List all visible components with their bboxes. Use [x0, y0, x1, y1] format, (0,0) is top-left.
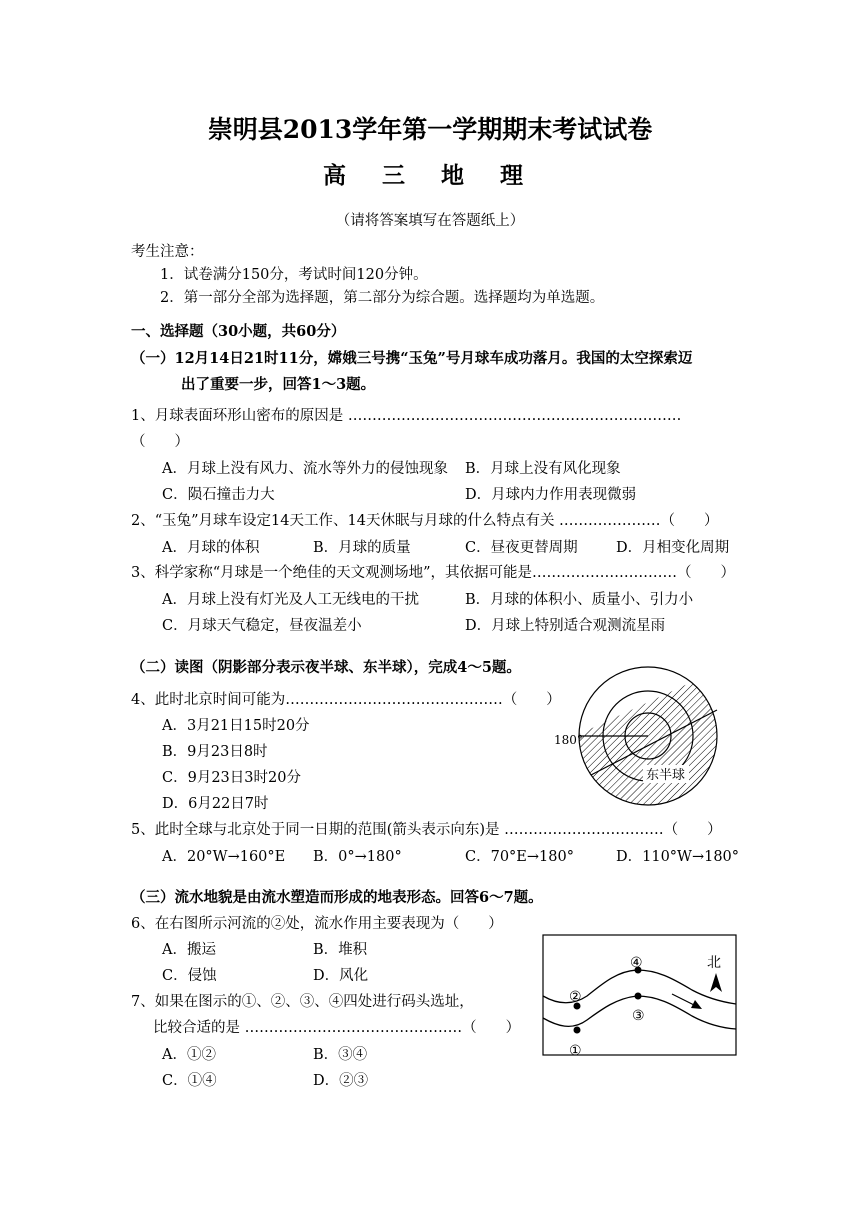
night-hemisphere-shading [575, 662, 735, 812]
q1-bracket: （ ） [131, 434, 189, 450]
q2-option-b: B．月球的质量 [313, 540, 411, 556]
river-figure [542, 934, 738, 1058]
subject-title: 高 三 地 理 [322, 162, 538, 189]
q6-option-d: D．风化 [313, 968, 369, 984]
group2-intro: （二）读图（阴影部分表示夜半球、东半球），完成4～5题。 [131, 659, 521, 676]
q4-stem: 4、此时北京时间可能为………………………………………（ ） [131, 692, 561, 708]
q7-stem-line2: 比较合适的是 ………………………………………（ ） [153, 1020, 521, 1036]
q6-stem: 6、在右图所示河流的②处，流水作用主要表现为（ ） [131, 916, 503, 932]
q7-option-c: C．①④ [162, 1073, 217, 1089]
q3-option-c: C．月球天气稳定，昼夜温差小 [162, 618, 362, 634]
group1-intro-line1: （一）12月14日21时11分，嫦娥三号携“玉兔”号月球车成功落月。我国的太空探索迈 [131, 350, 693, 367]
q5-option-b: B．0°→180° [313, 849, 402, 865]
q5-option-a: A．20°W→160°E [162, 849, 286, 865]
q7-option-d: D．②③ [313, 1073, 369, 1089]
q4-option-a: A．3月21日15时20分 [162, 718, 310, 734]
q5-option-c: C．70°E→180° [465, 849, 574, 865]
label-east-hemisphere: 东半球 [646, 768, 686, 783]
answer-note: （请将答案填写在答题纸上） [335, 213, 525, 229]
point-1-label: ① [569, 1043, 582, 1058]
point-1-dot [574, 1027, 581, 1034]
north-label: 北 [707, 955, 721, 971]
q2-option-c: C．昼夜更替周期 [465, 540, 578, 556]
label-180: 180° [554, 733, 583, 747]
q7-option-b: B．③④ [313, 1047, 368, 1063]
q2-option-a: A．月球的体积 [162, 540, 260, 556]
q2-option-d: D．月相变化周期 [616, 540, 730, 556]
point-3-dot [635, 993, 642, 1000]
q5-stem: 5、此时全球与北京处于同一日期的范围(箭头表示向东)是 ……………………………（ ） [131, 822, 722, 838]
q1-option-c: C．陨石撞击力大 [162, 487, 275, 503]
group3-intro: （三）流水地貌是由流水塑造而形成的地表形态。回答6～7题。 [131, 889, 543, 906]
q4-option-c: C．9月23日3时20分 [162, 770, 301, 786]
q6-option-a: A．搬运 [162, 942, 216, 958]
q3-option-d: D．月球上特别适合观测流星雨 [465, 618, 666, 634]
notice-heading: 考生注意： [131, 244, 204, 260]
polar-view-figure [545, 662, 735, 812]
point-4-label: ④ [630, 955, 643, 971]
q3-stem: 3、科学家称“月球是一个绝佳的天文观测场地”，其依据可能是…………………………（ ） [131, 565, 736, 581]
q3-option-b: B．月球的体积小、质量小、引力小 [465, 592, 694, 608]
q4-option-b: B．9月23日8时 [162, 744, 268, 760]
q1-option-a: A．月球上没有风力、流水等外力的侵蚀现象 [162, 461, 448, 477]
q1-option-b: B．月球上没有风化现象 [465, 461, 621, 477]
notice-item-2: 2．第一部分全部为选择题，第二部分为综合题。选择题均为单选题。 [160, 290, 605, 306]
q1-option-d: D．月球内力作用表现微弱 [465, 487, 637, 503]
section1-title: 一、选择题（30小题，共60分） [131, 323, 346, 340]
q5-option-d: D．110°W→180° [616, 849, 740, 865]
exam-title: 崇明县2013学年第一学期期末考试试卷 [207, 115, 653, 144]
q7-stem-line1: 7、如果在图示的①、②、③、④四处进行码头选址， [131, 994, 474, 1010]
point-3-label: ③ [632, 1008, 645, 1024]
q3-option-a: A．月球上没有灯光及人工无线电的干扰 [162, 592, 419, 608]
q2-stem: 2、“玉兔”月球车设定14天工作、14天休眠与月球的什么特点有关 …………………（ ） [131, 513, 719, 529]
north-arrow-icon [710, 973, 722, 992]
flow-arrow-line [672, 994, 694, 1005]
group1-intro-line2: 出了重要一步，回答1～3题。 [181, 376, 376, 393]
q7-option-a: A．①② [162, 1047, 216, 1063]
q6-option-c: C．侵蚀 [162, 968, 217, 984]
notice-item-1: 1．试卷满分150分，考试时间120分钟。 [160, 267, 428, 283]
point-2-label: ② [569, 989, 582, 1005]
q4-option-d: D．6月22日7时 [162, 796, 269, 812]
q6-option-b: B．堆积 [313, 942, 368, 958]
q1-stem: 1、月球表面环形山密布的原因是 …………………………………………………………… [131, 408, 682, 424]
